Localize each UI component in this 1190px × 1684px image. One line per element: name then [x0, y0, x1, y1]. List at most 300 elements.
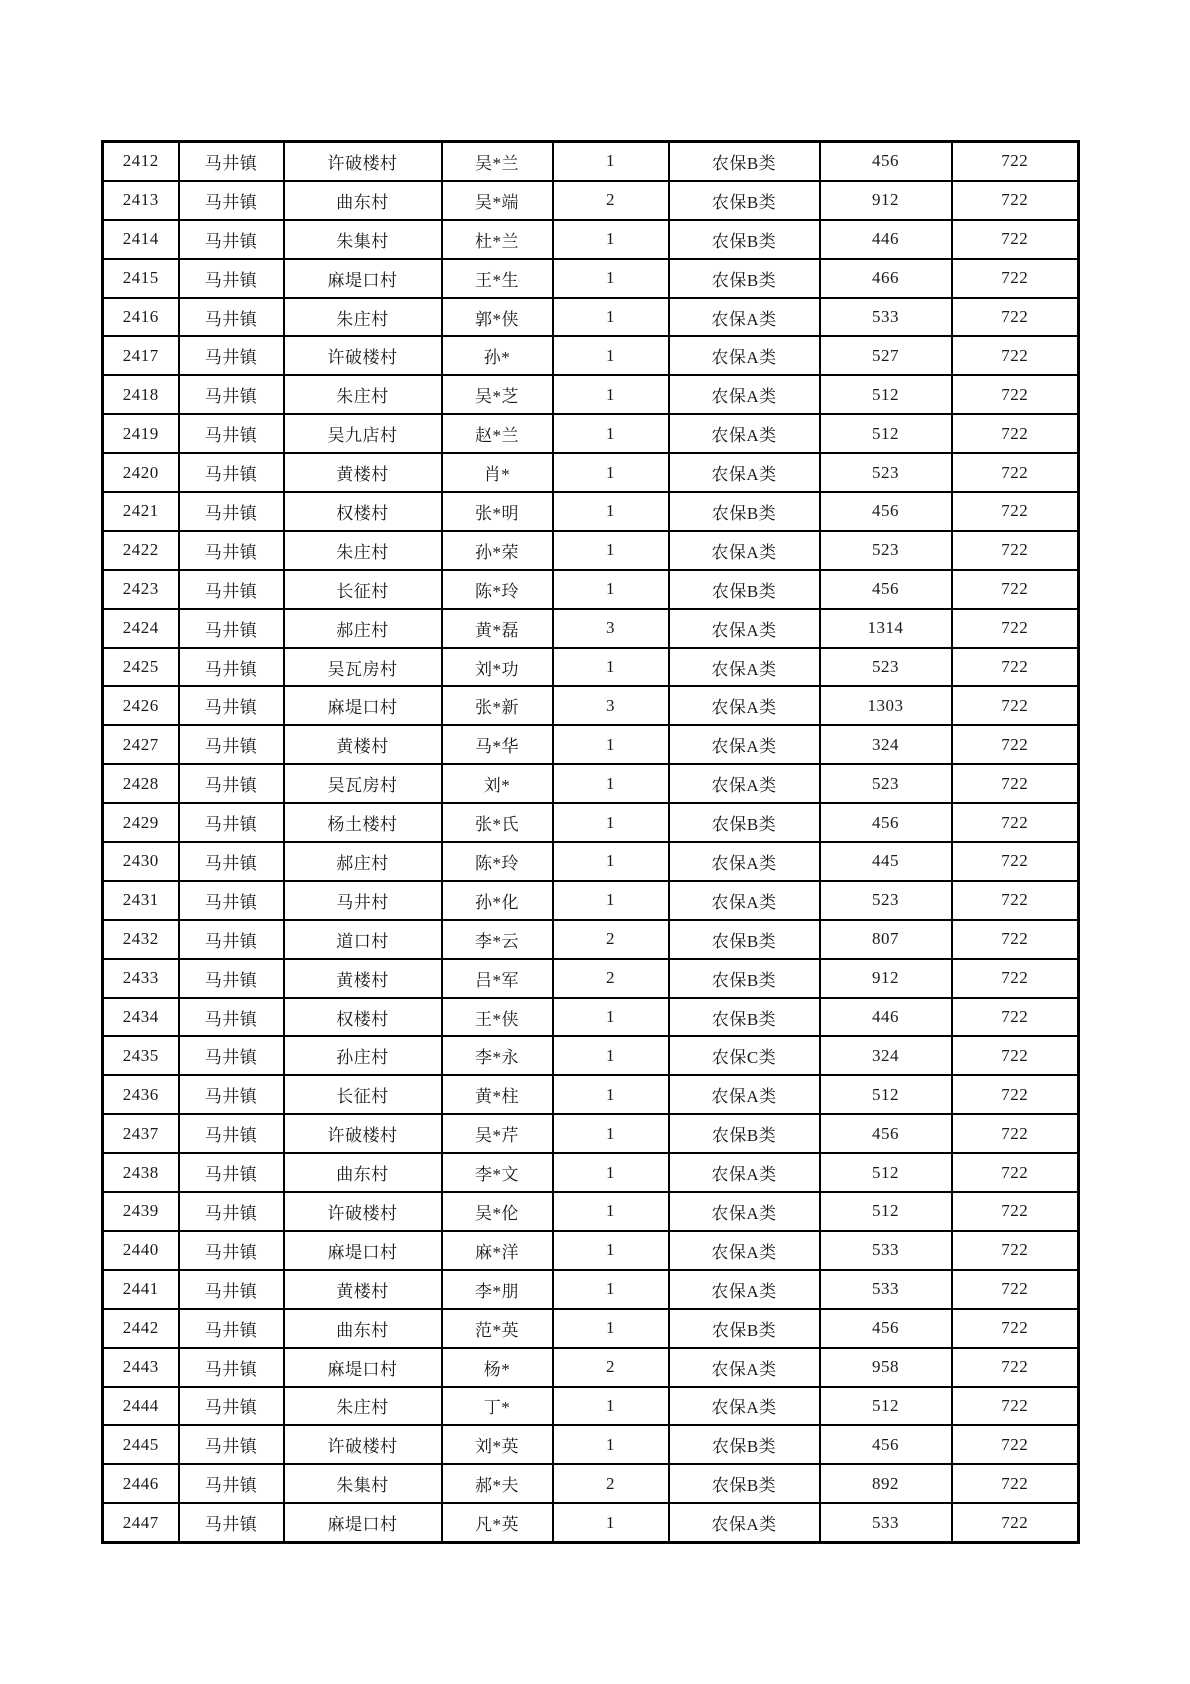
cell-person-count: 1: [553, 142, 669, 181]
cell-amount: 533: [820, 1503, 952, 1542]
cell-person-count: 1: [553, 220, 669, 259]
cell-village: 麻堤口村: [284, 1348, 442, 1387]
cell-serial: 2440: [103, 1231, 179, 1270]
cell-base: 722: [952, 1387, 1079, 1426]
cell-name: 吕*军: [442, 959, 553, 998]
cell-serial: 2430: [103, 842, 179, 881]
cell-person-count: 2: [553, 920, 669, 959]
cell-serial: 2439: [103, 1192, 179, 1231]
cell-amount: 892: [820, 1464, 952, 1503]
cell-category: 农保B类: [669, 1425, 820, 1464]
cell-person-count: 1: [553, 998, 669, 1037]
cell-village: 曲东村: [284, 1309, 442, 1348]
cell-name: 肖*: [442, 453, 553, 492]
cell-category: 农保A类: [669, 609, 820, 648]
cell-category: 农保B类: [669, 492, 820, 531]
cell-amount: 512: [820, 1387, 952, 1426]
table-row: [103, 1114, 1079, 1153]
cell-village: 许破楼村: [284, 336, 442, 375]
cell-category: 农保A类: [669, 881, 820, 920]
cell-category: 农保B类: [669, 1114, 820, 1153]
cell-name: 麻*洋: [442, 1231, 553, 1270]
cell-town: 马井镇: [179, 414, 284, 453]
cell-town: 马井镇: [179, 1387, 284, 1426]
cell-base: 722: [952, 609, 1079, 648]
cell-name: 范*英: [442, 1309, 553, 1348]
cell-amount: 807: [820, 920, 952, 959]
cell-serial: 2427: [103, 725, 179, 764]
cell-amount: 533: [820, 298, 952, 337]
cell-serial: 2428: [103, 764, 179, 803]
cell-person-count: 1: [553, 259, 669, 298]
cell-category: 农保A类: [669, 453, 820, 492]
cell-category: 农保B类: [669, 959, 820, 998]
cell-serial: 2436: [103, 1075, 179, 1114]
cell-serial: 2435: [103, 1036, 179, 1075]
cell-serial: 2426: [103, 686, 179, 725]
cell-name: 黄*柱: [442, 1075, 553, 1114]
cell-base: 722: [952, 142, 1079, 181]
table-row: [103, 609, 1079, 648]
cell-village: 黄楼村: [284, 959, 442, 998]
table-row: [103, 803, 1079, 842]
cell-category: 农保B类: [669, 259, 820, 298]
cell-serial: 2445: [103, 1425, 179, 1464]
cell-category: 农保A类: [669, 1387, 820, 1426]
cell-town: 马井镇: [179, 298, 284, 337]
cell-person-count: 1: [553, 1503, 669, 1542]
cell-name: 王*侠: [442, 998, 553, 1037]
cell-town: 马井镇: [179, 142, 284, 181]
cell-category: 农保B类: [669, 1309, 820, 1348]
cell-village: 许破楼村: [284, 142, 442, 181]
cell-town: 马井镇: [179, 1270, 284, 1309]
cell-amount: 324: [820, 725, 952, 764]
table-row: [103, 1387, 1079, 1426]
cell-base: 722: [952, 1425, 1079, 1464]
cell-amount: 456: [820, 570, 952, 609]
cell-category: 农保A类: [669, 1192, 820, 1231]
cell-amount: 456: [820, 1425, 952, 1464]
cell-town: 马井镇: [179, 1075, 284, 1114]
cell-name: 郭*侠: [442, 298, 553, 337]
cell-village: 朱庄村: [284, 531, 442, 570]
cell-serial: 2419: [103, 414, 179, 453]
cell-serial: 2416: [103, 298, 179, 337]
cell-amount: 446: [820, 220, 952, 259]
cell-person-count: 1: [553, 648, 669, 687]
cell-person-count: 2: [553, 1464, 669, 1503]
cell-base: 722: [952, 414, 1079, 453]
cell-amount: 523: [820, 764, 952, 803]
cell-person-count: 2: [553, 959, 669, 998]
cell-name: 刘*英: [442, 1425, 553, 1464]
cell-person-count: 1: [553, 1075, 669, 1114]
cell-name: 吴*端: [442, 181, 553, 220]
table-row: [103, 1075, 1079, 1114]
cell-town: 马井镇: [179, 920, 284, 959]
cell-category: 农保A类: [669, 648, 820, 687]
cell-name: 张*新: [442, 686, 553, 725]
cell-name: 吴*伦: [442, 1192, 553, 1231]
table-row: [103, 1270, 1079, 1309]
table-row: [103, 881, 1079, 920]
table-row: [103, 1231, 1079, 1270]
cell-base: 722: [952, 298, 1079, 337]
cell-serial: 2421: [103, 492, 179, 531]
cell-person-count: 1: [553, 453, 669, 492]
cell-town: 马井镇: [179, 220, 284, 259]
cell-base: 722: [952, 1153, 1079, 1192]
table-row: [103, 375, 1079, 414]
cell-serial: 2437: [103, 1114, 179, 1153]
cell-name: 李*朋: [442, 1270, 553, 1309]
cell-category: 农保B类: [669, 920, 820, 959]
cell-name: 孙*荣: [442, 531, 553, 570]
cell-base: 722: [952, 1503, 1079, 1542]
table-row: [103, 648, 1079, 687]
cell-name: 杨*: [442, 1348, 553, 1387]
cell-person-count: 1: [553, 298, 669, 337]
cell-town: 马井镇: [179, 1192, 284, 1231]
cell-name: 黄*磊: [442, 609, 553, 648]
cell-name: 张*明: [442, 492, 553, 531]
cell-town: 马井镇: [179, 803, 284, 842]
cell-town: 马井镇: [179, 686, 284, 725]
cell-name: 郝*夫: [442, 1464, 553, 1503]
table-row: [103, 336, 1079, 375]
cell-person-count: 1: [553, 803, 669, 842]
cell-name: 李*云: [442, 920, 553, 959]
cell-name: 王*生: [442, 259, 553, 298]
cell-town: 马井镇: [179, 453, 284, 492]
cell-village: 吴九店村: [284, 414, 442, 453]
cell-person-count: 1: [553, 1153, 669, 1192]
cell-serial: 2446: [103, 1464, 179, 1503]
table-row: [103, 1153, 1079, 1192]
cell-village: 黄楼村: [284, 1270, 442, 1309]
cell-amount: 466: [820, 259, 952, 298]
cell-amount: 912: [820, 181, 952, 220]
cell-name: 刘*: [442, 764, 553, 803]
cell-person-count: 1: [553, 764, 669, 803]
cell-name: 吴*芹: [442, 1114, 553, 1153]
cell-serial: 2434: [103, 998, 179, 1037]
cell-town: 马井镇: [179, 959, 284, 998]
cell-village: 麻堤口村: [284, 1231, 442, 1270]
cell-town: 马井镇: [179, 336, 284, 375]
cell-base: 722: [952, 181, 1079, 220]
cell-person-count: 1: [553, 1114, 669, 1153]
cell-person-count: 1: [553, 881, 669, 920]
cell-category: 农保A类: [669, 414, 820, 453]
cell-serial: 2431: [103, 881, 179, 920]
cell-village: 麻堤口村: [284, 686, 442, 725]
cell-amount: 512: [820, 1075, 952, 1114]
cell-village: 朱庄村: [284, 375, 442, 414]
table-row: [103, 531, 1079, 570]
cell-town: 马井镇: [179, 1503, 284, 1542]
cell-category: 农保A类: [669, 1075, 820, 1114]
cell-amount: 512: [820, 1192, 952, 1231]
cell-name: 吴*芝: [442, 375, 553, 414]
cell-village: 黄楼村: [284, 453, 442, 492]
cell-name: 凡*英: [442, 1503, 553, 1542]
cell-category: 农保B类: [669, 142, 820, 181]
cell-category: 农保A类: [669, 1153, 820, 1192]
cell-base: 722: [952, 686, 1079, 725]
cell-amount: 533: [820, 1231, 952, 1270]
table-row: [103, 414, 1079, 453]
cell-category: 农保B类: [669, 570, 820, 609]
cell-base: 722: [952, 803, 1079, 842]
cell-village: 麻堤口村: [284, 259, 442, 298]
cell-name: 李*文: [442, 1153, 553, 1192]
cell-base: 722: [952, 1114, 1079, 1153]
cell-amount: 1314: [820, 609, 952, 648]
cell-serial: 2425: [103, 648, 179, 687]
cell-amount: 958: [820, 1348, 952, 1387]
table-row: [103, 1348, 1079, 1387]
cell-amount: 456: [820, 1114, 952, 1153]
cell-village: 麻堤口村: [284, 1503, 442, 1542]
cell-serial: 2432: [103, 920, 179, 959]
cell-town: 马井镇: [179, 1231, 284, 1270]
table-body: [103, 142, 1079, 1543]
cell-base: 722: [952, 1348, 1079, 1387]
table-row: [103, 920, 1079, 959]
cell-category: 农保A类: [669, 298, 820, 337]
cell-village: 吴瓦房村: [284, 764, 442, 803]
cell-base: 722: [952, 920, 1079, 959]
cell-amount: 523: [820, 881, 952, 920]
cell-person-count: 1: [553, 1231, 669, 1270]
table-row: [103, 570, 1079, 609]
table-row: [103, 1464, 1079, 1503]
cell-amount: 1303: [820, 686, 952, 725]
table-row: [103, 1192, 1079, 1231]
cell-person-count: 1: [553, 842, 669, 881]
cell-base: 722: [952, 959, 1079, 998]
cell-name: 李*永: [442, 1036, 553, 1075]
cell-town: 马井镇: [179, 570, 284, 609]
cell-name: 吴*兰: [442, 142, 553, 181]
cell-town: 马井镇: [179, 648, 284, 687]
cell-name: 杜*兰: [442, 220, 553, 259]
cell-serial: 2414: [103, 220, 179, 259]
cell-person-count: 3: [553, 686, 669, 725]
table-row: [103, 453, 1079, 492]
cell-category: 农保A类: [669, 531, 820, 570]
cell-village: 郝庄村: [284, 842, 442, 881]
cell-town: 马井镇: [179, 259, 284, 298]
table-row: [103, 181, 1079, 220]
table-row: [103, 259, 1079, 298]
cell-village: 许破楼村: [284, 1425, 442, 1464]
cell-serial: 2420: [103, 453, 179, 492]
cell-amount: 456: [820, 1309, 952, 1348]
cell-person-count: 1: [553, 492, 669, 531]
cell-base: 722: [952, 1464, 1079, 1503]
cell-village: 长征村: [284, 1075, 442, 1114]
table-row: [103, 142, 1079, 181]
cell-serial: 2429: [103, 803, 179, 842]
cell-serial: 2413: [103, 181, 179, 220]
cell-amount: 324: [820, 1036, 952, 1075]
cell-village: 权楼村: [284, 492, 442, 531]
cell-person-count: 1: [553, 1387, 669, 1426]
cell-name: 刘*功: [442, 648, 553, 687]
cell-name: 赵*兰: [442, 414, 553, 453]
cell-serial: 2442: [103, 1309, 179, 1348]
cell-person-count: 1: [553, 1309, 669, 1348]
cell-person-count: 1: [553, 414, 669, 453]
cell-amount: 523: [820, 531, 952, 570]
table-row: [103, 1425, 1079, 1464]
cell-category: 农保A类: [669, 1231, 820, 1270]
cell-village: 长征村: [284, 570, 442, 609]
table-row: [103, 842, 1079, 881]
cell-town: 马井镇: [179, 1464, 284, 1503]
cell-amount: 512: [820, 414, 952, 453]
cell-serial: 2417: [103, 336, 179, 375]
cell-person-count: 2: [553, 1348, 669, 1387]
cell-town: 马井镇: [179, 842, 284, 881]
cell-amount: 527: [820, 336, 952, 375]
cell-person-count: 1: [553, 725, 669, 764]
cell-category: 农保C类: [669, 1036, 820, 1075]
table-row: [103, 492, 1079, 531]
table-row: [103, 1036, 1079, 1075]
cell-town: 马井镇: [179, 531, 284, 570]
cell-village: 许破楼村: [284, 1114, 442, 1153]
cell-serial: 2438: [103, 1153, 179, 1192]
cell-name: 孙*化: [442, 881, 553, 920]
cell-category: 农保A类: [669, 1270, 820, 1309]
table-row: [103, 686, 1079, 725]
cell-serial: 2415: [103, 259, 179, 298]
cell-village: 朱集村: [284, 220, 442, 259]
cell-name: 丁*: [442, 1387, 553, 1426]
cell-base: 722: [952, 1231, 1079, 1270]
cell-base: 722: [952, 998, 1079, 1037]
cell-amount: 446: [820, 998, 952, 1037]
cell-name: 张*氏: [442, 803, 553, 842]
cell-amount: 456: [820, 492, 952, 531]
cell-base: 722: [952, 1309, 1079, 1348]
cell-base: 722: [952, 1036, 1079, 1075]
cell-category: 农保A类: [669, 686, 820, 725]
cell-category: 农保A类: [669, 725, 820, 764]
cell-town: 马井镇: [179, 1425, 284, 1464]
cell-name: 马*华: [442, 725, 553, 764]
cell-category: 农保B类: [669, 1464, 820, 1503]
cell-category: 农保A类: [669, 1348, 820, 1387]
cell-village: 杨土楼村: [284, 803, 442, 842]
insurance-payment-table: [101, 140, 1080, 1544]
cell-serial: 2441: [103, 1270, 179, 1309]
cell-amount: 912: [820, 959, 952, 998]
table-row: [103, 959, 1079, 998]
cell-category: 农保A类: [669, 336, 820, 375]
cell-amount: 456: [820, 142, 952, 181]
cell-name: 孙*: [442, 336, 553, 375]
cell-town: 马井镇: [179, 881, 284, 920]
cell-serial: 2444: [103, 1387, 179, 1426]
table-row: [103, 1503, 1079, 1542]
cell-town: 马井镇: [179, 1114, 284, 1153]
cell-base: 722: [952, 881, 1079, 920]
cell-person-count: 1: [553, 1192, 669, 1231]
cell-serial: 2423: [103, 570, 179, 609]
cell-town: 马井镇: [179, 609, 284, 648]
cell-base: 722: [952, 842, 1079, 881]
cell-amount: 512: [820, 1153, 952, 1192]
table-row: [103, 998, 1079, 1037]
cell-base: 722: [952, 1270, 1079, 1309]
cell-category: 农保B类: [669, 220, 820, 259]
cell-name: 陈*玲: [442, 570, 553, 609]
cell-village: 曲东村: [284, 1153, 442, 1192]
cell-person-count: 2: [553, 181, 669, 220]
cell-village: 曲东村: [284, 181, 442, 220]
cell-village: 朱庄村: [284, 1387, 442, 1426]
cell-base: 722: [952, 725, 1079, 764]
cell-person-count: 1: [553, 1270, 669, 1309]
cell-base: 722: [952, 1192, 1079, 1231]
cell-category: 农保B类: [669, 181, 820, 220]
cell-person-count: 1: [553, 1425, 669, 1464]
cell-amount: 533: [820, 1270, 952, 1309]
cell-town: 马井镇: [179, 375, 284, 414]
cell-village: 权楼村: [284, 998, 442, 1037]
cell-village: 黄楼村: [284, 725, 442, 764]
cell-base: 722: [952, 648, 1079, 687]
cell-town: 马井镇: [179, 998, 284, 1037]
cell-category: 农保A类: [669, 375, 820, 414]
table-row: [103, 764, 1079, 803]
table-row: [103, 1309, 1079, 1348]
cell-village: 朱集村: [284, 1464, 442, 1503]
cell-base: 722: [952, 492, 1079, 531]
cell-town: 马井镇: [179, 181, 284, 220]
cell-person-count: 1: [553, 1036, 669, 1075]
cell-village: 朱庄村: [284, 298, 442, 337]
cell-town: 马井镇: [179, 1348, 284, 1387]
table-row: [103, 298, 1079, 337]
cell-village: 孙庄村: [284, 1036, 442, 1075]
cell-category: 农保A类: [669, 764, 820, 803]
cell-serial: 2443: [103, 1348, 179, 1387]
cell-base: 722: [952, 1075, 1079, 1114]
cell-village: 许破楼村: [284, 1192, 442, 1231]
cell-village: 吴瓦房村: [284, 648, 442, 687]
cell-town: 马井镇: [179, 492, 284, 531]
cell-category: 农保A类: [669, 842, 820, 881]
cell-village: 道口村: [284, 920, 442, 959]
cell-person-count: 3: [553, 609, 669, 648]
cell-amount: 523: [820, 648, 952, 687]
cell-amount: 445: [820, 842, 952, 881]
cell-village: 马井村: [284, 881, 442, 920]
cell-name: 陈*玲: [442, 842, 553, 881]
cell-category: 农保B类: [669, 803, 820, 842]
cell-town: 马井镇: [179, 1153, 284, 1192]
cell-category: 农保A类: [669, 1503, 820, 1542]
cell-town: 马井镇: [179, 1309, 284, 1348]
cell-serial: 2412: [103, 142, 179, 181]
cell-serial: 2447: [103, 1503, 179, 1542]
